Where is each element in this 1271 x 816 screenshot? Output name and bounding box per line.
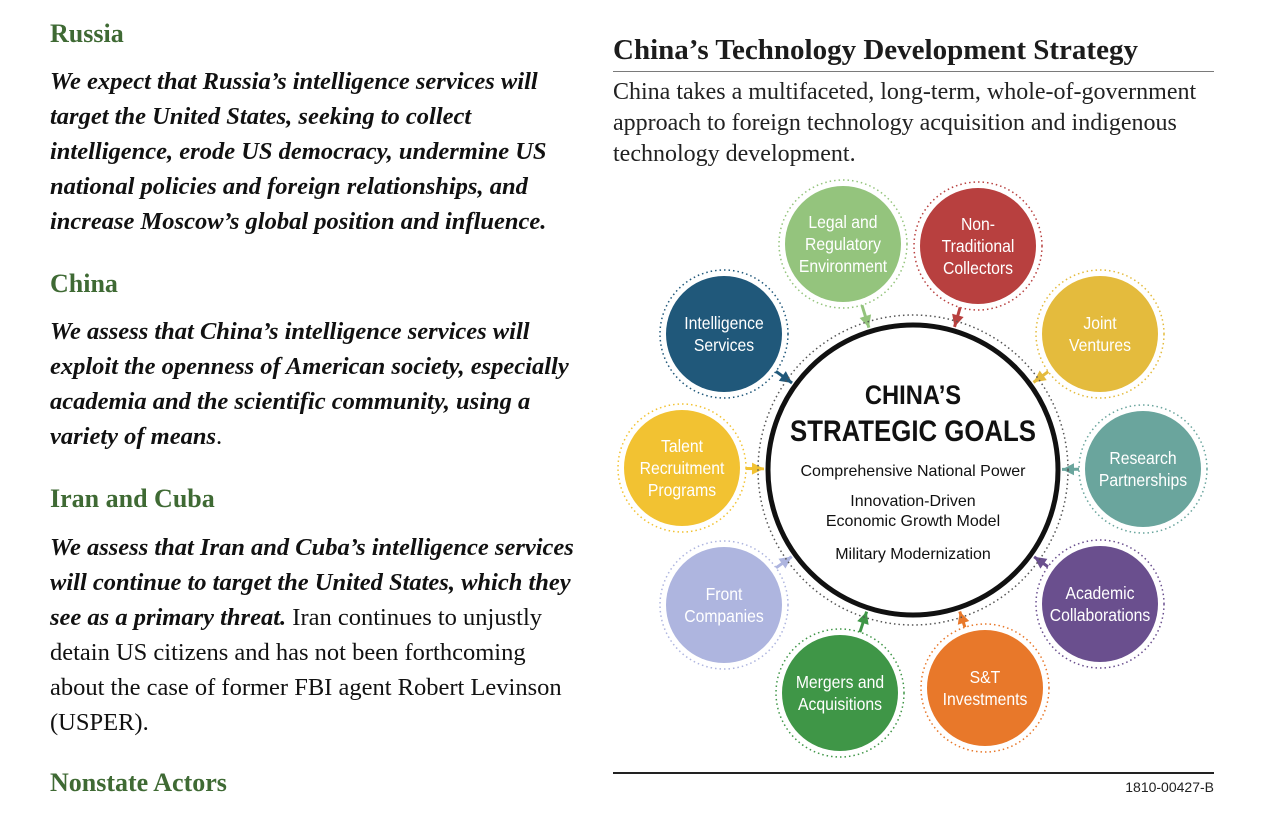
paragraph-iran-cuba-rest: Iran continues to unjustly detain US citizens and has not been forthcoming about the case of former FBI agent Robert Levinson (USPER). [50, 604, 562, 736]
node-label-non-traditional-collectors-1: Non- [960, 214, 996, 235]
document-code: 1810-00427-B [1125, 779, 1214, 795]
node-label-talent-recruitment-programs-3: Programs [647, 480, 717, 501]
node-label-s-t-investments-2: Investments [942, 689, 1028, 710]
heading-russia: Russia [50, 19, 124, 48]
center-goal-innovation-driven: Innovation-Driven [850, 493, 976, 510]
heading-nonstate-actors: Nonstate Actors [50, 768, 227, 797]
node-research-partnerships [1085, 411, 1201, 527]
heading-iran-cuba: Iran and Cuba [50, 484, 215, 513]
figure-bottom-rule [613, 772, 1214, 774]
center-title-line2: STRATEGIC GOALS [790, 414, 1036, 448]
arrowhead-front-companies [779, 557, 792, 569]
node-label-talent-recruitment-programs-1: Talent [661, 436, 703, 457]
node-label-joint-ventures-1: Joint [1083, 313, 1117, 334]
paragraph-iran-cuba-lead: We assess that Iran and Cuba’s intelligence services will continue to target the United States, which they see as a primary threat. [50, 534, 574, 631]
center-goal-military-modernization: Military Modernization [835, 546, 991, 563]
node-label-joint-ventures-2: Ventures [1068, 335, 1132, 356]
node-front-companies [666, 547, 782, 663]
node-label-legal-and-regulatory-environment-3: Environment [798, 256, 888, 277]
node-label-non-traditional-collectors-2: Traditional [941, 236, 1015, 257]
node-label-academic-collaborations-2: Collaborations [1049, 605, 1151, 626]
node-label-legal-and-regulatory-environment-1: Legal and [808, 212, 878, 233]
node-label-legal-and-regulatory-environment-2: Regulatory [804, 234, 882, 255]
node-mergers-and-acquisitions [782, 635, 898, 751]
node-label-mergers-and-acquisitions-2: Acquisitions [798, 694, 882, 715]
node-label-research-partnerships-2: Partnerships [1098, 470, 1188, 491]
arrowhead-talent-recruitment-programs [752, 463, 764, 475]
paragraph-russia-lead: We expect that Russia’s intelligence services will target the United States, seeking to collect intelligence, erode US democracy, undermine US national policies and foreign relationships, and increase Moscow’s global position and influence. [50, 68, 547, 235]
node-label-front-companies-1: Front [705, 584, 743, 605]
center-title-line1: CHINA’S [864, 380, 962, 411]
node-intelligence-services [666, 276, 782, 392]
paragraph-china-rest: . [216, 423, 223, 450]
node-label-non-traditional-collectors-3: Collectors [943, 258, 1013, 279]
node-label-intelligence-services-1: Intelligence [684, 313, 764, 334]
arrowhead-s-t-investments [958, 611, 969, 624]
figure-subtitle: China takes a multifaceted, long-term, whole-of-government approach to foreign technology acquisition and indigenous technology development. [613, 79, 1197, 167]
node-label-mergers-and-acquisitions-1: Mergers and [795, 672, 885, 693]
node-label-front-companies-2: Companies [684, 606, 764, 627]
node-label-talent-recruitment-programs-2: Recruitment [639, 458, 725, 479]
node-s-t-investments [927, 630, 1043, 746]
center-goal-economic-growth-model: Economic Growth Model [825, 513, 1001, 530]
paragraph-china-lead: We assess that China’s intelligence services will exploit the openness of American society, especially academia and the scientific community, using a variety of means [50, 318, 569, 450]
node-label-s-t-investments-1: S&T [969, 667, 1001, 688]
arrowhead-academic-collaborations [1034, 557, 1047, 569]
node-label-intelligence-services-2: Services [693, 335, 755, 356]
node-label-research-partnerships-1: Research [1109, 448, 1177, 469]
node-joint-ventures [1042, 276, 1158, 392]
arrowhead-mergers-and-acquisitions [857, 612, 868, 625]
node-label-academic-collaborations-1: Academic [1065, 583, 1135, 604]
figure-title: China’s Technology Development Strategy [613, 34, 1138, 66]
center-goal-comprehensive-national-power: Comprehensive National Power [800, 463, 1026, 480]
heading-china: China [50, 269, 118, 298]
node-academic-collaborations [1042, 546, 1158, 662]
